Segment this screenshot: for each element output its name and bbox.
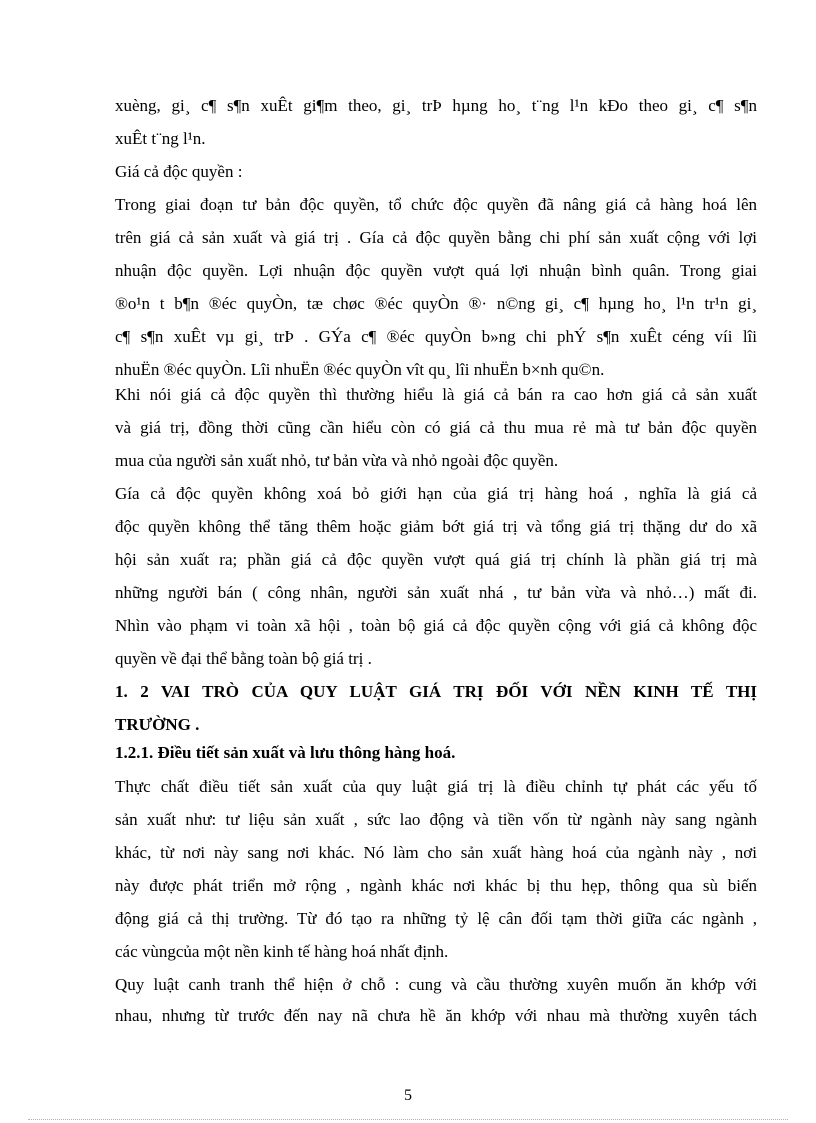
text-line: khác, từ nơi này sang nơi khác. Nó làm cho sản xuất hàng hoá của ngành này , nơi: [115, 843, 757, 862]
text-line: quyền về đại thể bằng toàn bộ giá trị .: [115, 649, 372, 668]
text-line: sản xuất như: tư liệu sản xuất , sức lao động và tiền vốn từ ngành này sang ngành: [115, 810, 757, 829]
text-line: các vùngcủa một nền kinh tế hàng hoá nhất định.: [115, 942, 449, 961]
chapter-heading: 1. 2 VAI TRÒ CỦA QUY LUẬT GIÁ TRỊ ĐỐI VỚI NỀN KINH TẾ THỊ: [115, 682, 757, 701]
text-line: nhuËn ®éc quyÒn. Lîi nhuËn ®éc quyÒn vît qu¸ lîi nhuËn b×nh qu©n.: [115, 360, 605, 379]
text-line: Khi nói giá cả độc quyền thì thường hiểu là giá cả bán ra cao hơn giá cả sản xuất: [115, 385, 757, 404]
subsection-heading: 1.2.1. Điều tiết sản xuất và lưu thông hàng hoá.: [115, 743, 456, 762]
text-line: những người bán ( công nhân, người sản xuất nhá , tư bản vừa và nhỏ…) mất đi.: [115, 583, 757, 602]
text-line: Thực chất điều tiết sản xuất của quy luật giá trị là điều chỉnh tự phát các yếu tố: [115, 777, 757, 796]
text-line: và giá trị, đồng thời cũng cần hiểu còn có giá cả thu mua rẻ mà tư bản độc quyền: [115, 418, 757, 437]
footer-divider: [28, 1119, 788, 1120]
text-line: này được phát triển mở rộng , ngành khác nơi khác bị thu hẹp, thông qua sù biến: [115, 876, 757, 895]
text-line: xuÊt t¨ng l¹n.: [115, 129, 206, 148]
text-line: động giá cả thị trường. Từ đó tạo ra những tỷ lệ cân đối tạm thời giữa các ngành ,: [115, 909, 757, 928]
text-line: nhuận độc quyền. Lợi nhuận độc quyền vượt quá lợi nhuận bình quân. Trong giai: [115, 261, 757, 280]
text-line: Quy luật canh tranh thể hiện ở chỗ : cung và cầu thường xuyên muốn ăn khớp với: [115, 975, 757, 994]
text-line: xuèng, gi¸ c¶ s¶n xuÊt gi¶m theo, gi¸ trÞ hµng ho¸ t¨ng l¹n kÐo theo gi¸ c¶ s¶n: [115, 96, 757, 115]
text-line: Trong giai đoạn tư bản độc quyền, tổ chức độc quyền đã nâng giá cả hàng hoá lên: [115, 195, 757, 214]
text-line: nhau, nhưng từ trước đến nay nã chưa hề ăn khớp với nhau mà thường xuyên tách: [115, 1006, 757, 1025]
page-number: 5: [404, 1087, 412, 1104]
text-line: hội sản xuất ra; phần giá cả độc quyền vượt quá giá trị chính là phần giá trị mà: [115, 550, 757, 569]
text-line: độc quyền không thể tăng thêm hoặc giảm bớt giá trị và tổng giá trị thặng dư do xã: [115, 517, 757, 536]
text-line: Nhìn vào phạm vi toàn xã hội , toàn bộ giá cả độc quyền cộng với giá cả không độc: [115, 616, 757, 635]
text-line: c¶ s¶n xuÊt vµ gi¸ trÞ . GÝa c¶ ®éc quyÒn b»ng chi phÝ s¶n xuÊt céng víi lîi: [115, 327, 757, 346]
text-line: mua của người sản xuất nhỏ, tư bản vừa và nhỏ ngoài độc quyền.: [115, 451, 559, 470]
text-line: trên giá cả sản xuất và giá trị . Gía cả độc quyền bằng chi phí sản xuất cộng với lợi: [115, 228, 757, 247]
chapter-heading-continued: TRƯỜNG .: [115, 715, 200, 734]
section-heading: Giá cả độc quyền :: [115, 162, 243, 181]
text-line: Gía cả độc quyền không xoá bỏ giới hạn của giá trị hàng hoá , nghĩa là giá cả: [115, 484, 757, 503]
text-line: ®o¹n t b¶n ®éc quyÒn, tæ chøc ®éc quyÒn ®· n©ng gi¸ c¶ hµng ho¸ l¹n tr¹n gi¸: [115, 294, 757, 313]
